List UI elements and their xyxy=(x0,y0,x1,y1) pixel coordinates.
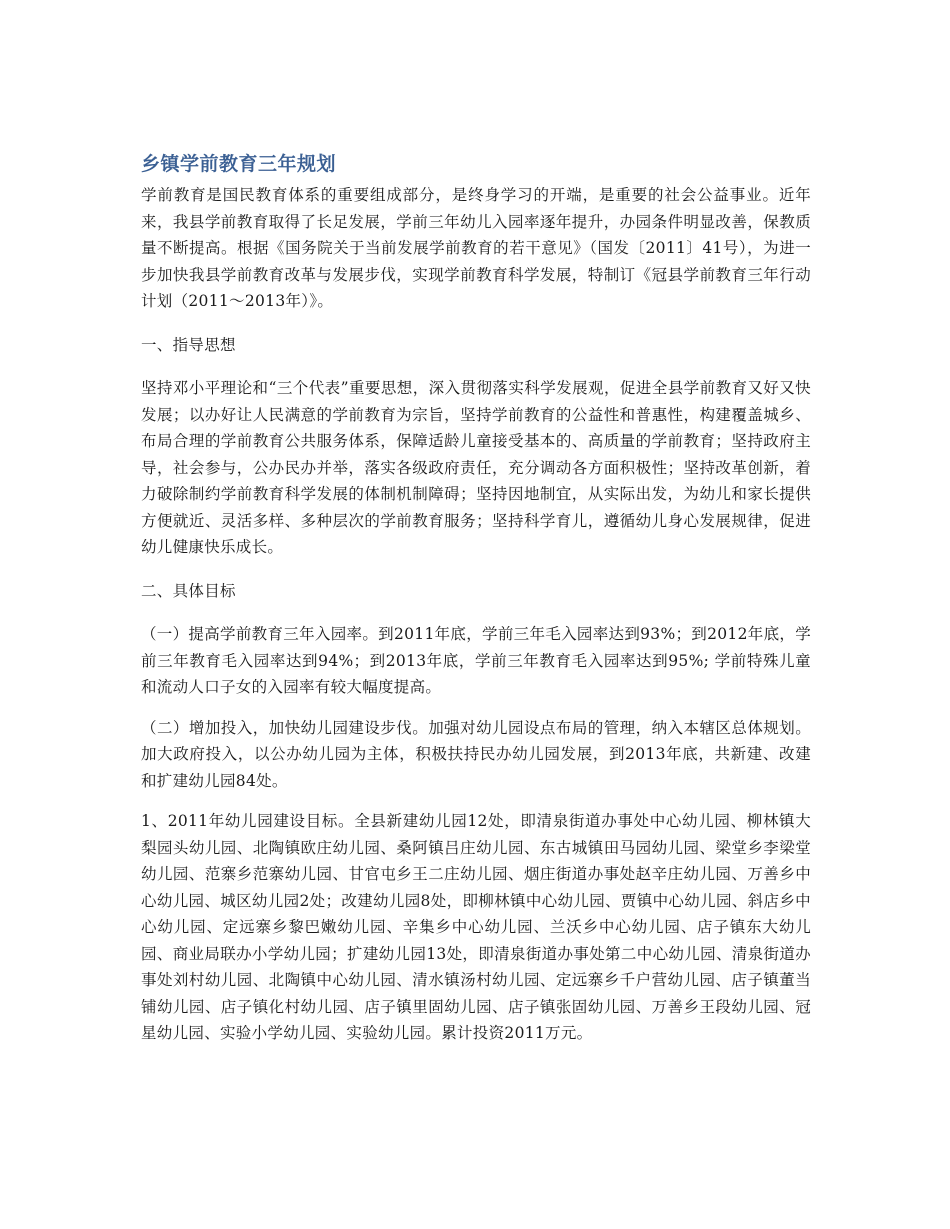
document-page xyxy=(141,150,811,1047)
page-title: 乡镇学前教育三年规划 xyxy=(141,153,337,175)
intro-paragraph: 学前教育是国民教育体系的重要组成部分，是终身学习的开端，是重要的社会公益事业。近年来，我县学前教育取得了长足发展，学前三年幼儿入园率逐年提升，办园条件明显改善，保教质量不断提高。根据《国务院关于当前发展学前教育的若干意见》（国发〔2011〕41号），为进一步加快我县学前教育改革与发展步伐，实现学前教育科学发展，特制订《冠县学前教育三年行动计划（2011～2013年）》。 xyxy=(141,186,811,310)
guiding-ideology-paragraph: 坚持邓小平理论和“三个代表”重要思想，深入贯彻落实科学发展观，促进全县学前教育又好又快发展；以办好让人民满意的学前教育为宗旨，坚持学前教育的公益性和普惠性，构建覆盖城乡、布局合理的学前教育公共服务体系，保障适龄儿童接受基本的、高质量的学前教育；坚持政府主导，社会参与，公办民办并举，落实各级政府责任，充分调动各方面积极性；坚持改革创新，着力破除制约学前教育科学发展的体制机制障碍；坚持因地制宜，从实际出发，为幼儿和家长提供方便就近、灵活多样、多种层次的学前教育服务；坚持科学育儿，遵循幼儿身心发展规律，促进幼儿健康快乐成长。 xyxy=(141,379,811,556)
goal-enrollment-paragraph: （一）提高学前教育三年入园率。到2011年底，学前三年毛入园率达到93%；到2012年底，学前三年教育毛入园率达到94%；到2013年底，学前三年教育毛入园率达到95%; 学前特殊儿童和流动人口子女的入园率有较大幅度提高。 xyxy=(141,625,811,696)
section-heading-guiding-ideology: 一、指导思想 xyxy=(141,335,236,354)
goal-2011-construction-paragraph: 1、2011年幼儿园建设目标。全县新建幼儿园12处，即清泉街道办事处中心幼儿园、柳林镇大梨园头幼儿园、北陶镇欧庄幼儿园、桑阿镇吕庄幼儿园、东古城镇田马园幼儿园、梁堂乡李梁堂幼儿园、范寨乡范寨幼儿园、甘官屯乡王二庄幼儿园、烟庄街道办事处赵辛庄幼儿园、万善乡中心幼儿园、城区幼儿园2处；改建幼儿园8处，即柳林镇中心幼儿园、贾镇中心幼儿园、斜店乡中心幼儿园、定远寨乡黎巴嫩幼儿园、辛集乡中心幼儿园、兰沃乡中心幼儿园、店子镇东大幼儿园、商业局联办小学幼儿园；扩建幼儿园13处，即清泉街道办事处第二中心幼儿园、清泉街道办事处刘村幼儿园、北陶镇中心幼儿园、清水镇汤村幼儿园、定远寨乡千户营幼儿园、店子镇董当铺幼儿园、店子镇化村幼儿园、店子镇里固幼儿园、店子镇张固幼儿园、万善乡王段幼儿园、冠星幼儿园、实验小学幼儿园、实验幼儿园。累计投资2011万元。 xyxy=(141,812,811,1042)
goal-investment-paragraph: （二）增加投入，加快幼儿园建设步伐。加强对幼儿园设点布局的管理，纳入本辖区总体规划。加大政府投入，以公办幼儿园为主体，积极扶持民办幼儿园发展，到2013年底，共新建、改建和扩建幼儿园84处。 xyxy=(141,718,811,790)
section-heading-specific-goals: 二、具体目标 xyxy=(141,581,236,600)
